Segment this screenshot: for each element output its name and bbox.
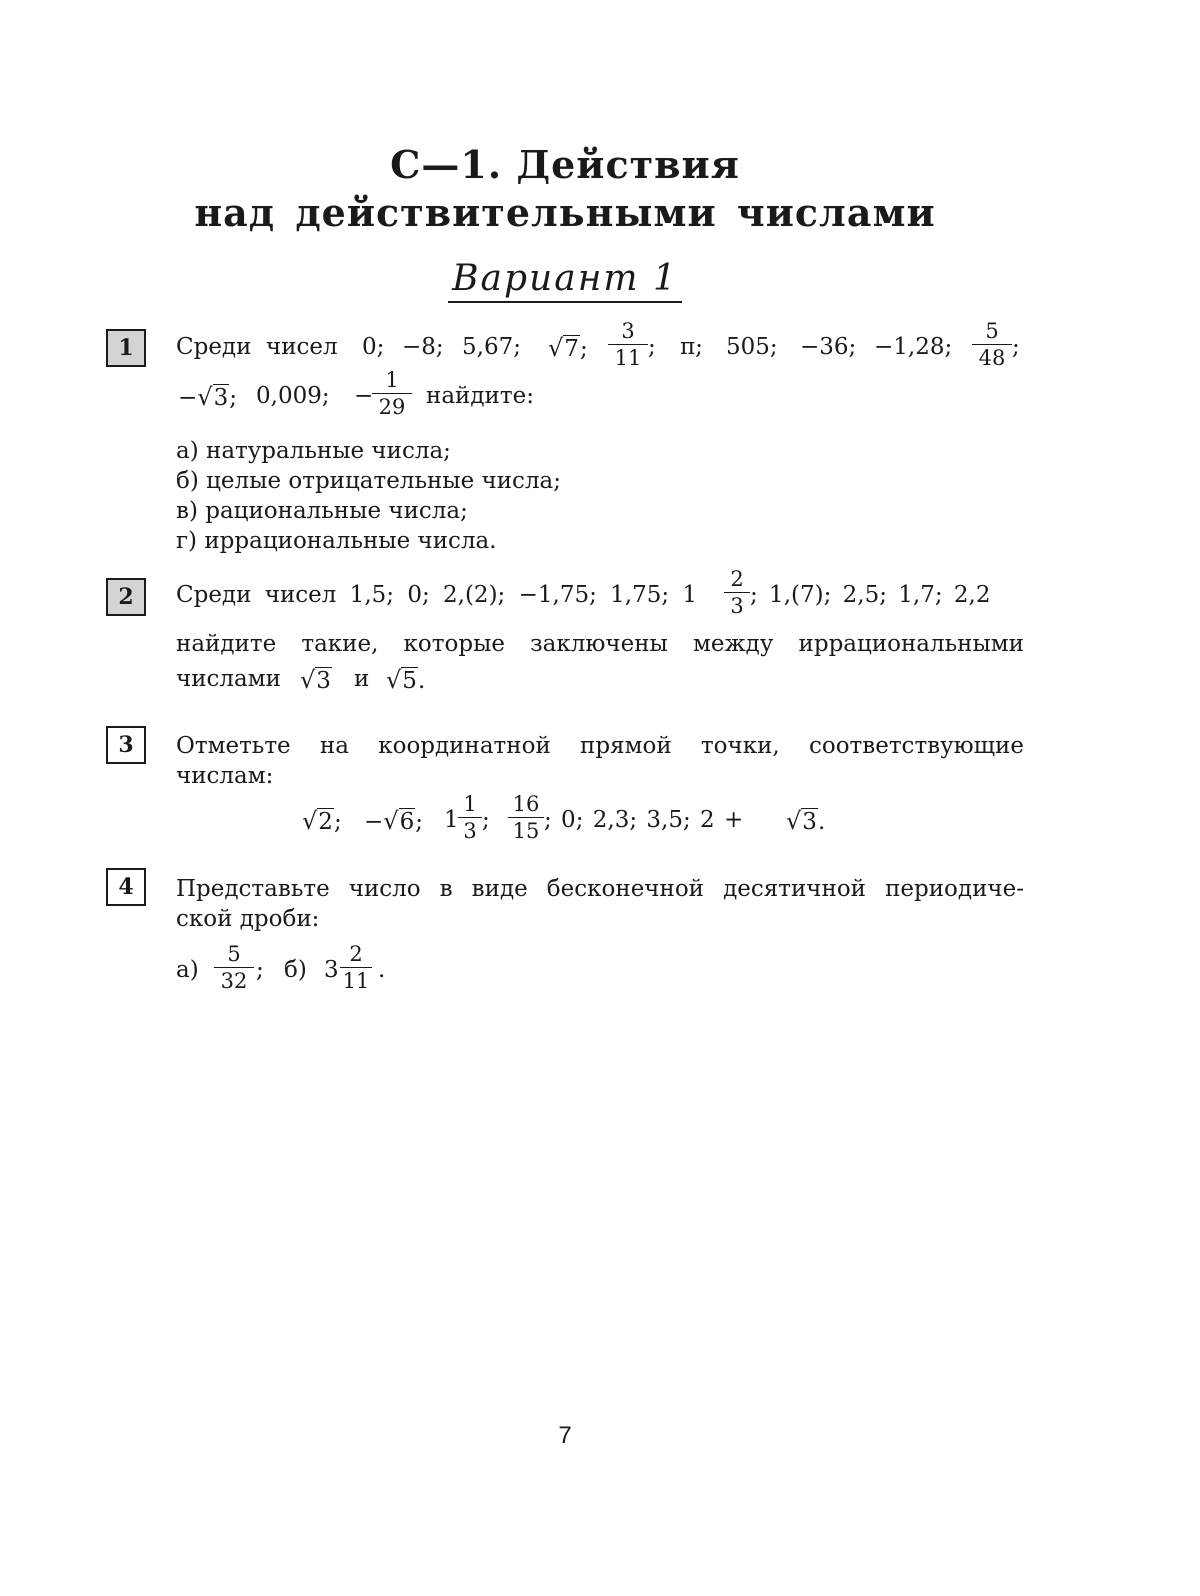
task-3-number: 3 xyxy=(106,726,146,764)
t3-frac-1-3-den: 3 xyxy=(463,819,477,843)
t1-frac-3-11-end: ; xyxy=(648,334,656,360)
t3-sqrt2-end: ; xyxy=(333,809,342,835)
task-2-number: 2 xyxy=(106,578,146,616)
t1-num-minus128: −1,28; xyxy=(874,334,953,360)
t4-line-2: ской дроби: xyxy=(176,906,320,932)
t2-frac-2-3 xyxy=(724,566,750,619)
t1-pi: π; xyxy=(680,334,703,360)
radical-icon: √ xyxy=(300,666,316,694)
t3-minus-sqrt6 xyxy=(364,807,423,835)
variant-label: Вариант 1 xyxy=(448,258,682,303)
radical-icon: √ xyxy=(383,807,399,835)
radical-icon: √ xyxy=(302,807,318,835)
t1-frac-1-29 xyxy=(372,367,412,420)
t3-sqrt3-end: . xyxy=(817,809,826,835)
task-1-number: 1 xyxy=(106,329,146,367)
t4-frac-2-11 xyxy=(340,941,372,994)
t4-frac-5-32-num: 5 xyxy=(214,941,254,968)
t1-num-0009: 0,009; xyxy=(256,383,330,409)
t2-word-chislami: числами xyxy=(176,666,281,692)
t3-frac-16-15-den: 15 xyxy=(512,819,540,843)
title-line-1: С—1. Действия xyxy=(390,142,740,187)
t3-sqrt3 xyxy=(786,807,825,835)
t2-word-and: и xyxy=(354,666,370,692)
radical-icon: √ xyxy=(197,383,213,411)
t2-sqrt3-val: 3 xyxy=(316,668,331,694)
page-number: 7 xyxy=(558,1422,572,1449)
t1-frac-5-48 xyxy=(972,318,1012,371)
t2-sqrt5-end: . xyxy=(417,668,426,694)
t1-item-v: в) рациональные числа; xyxy=(176,498,468,524)
t3-frac-1-3 xyxy=(458,791,482,844)
t1-word-naydite: найдите: xyxy=(426,383,534,409)
t1-sqrt7-val: 7 xyxy=(564,336,579,362)
t1-word-chisel: чисел xyxy=(266,334,338,360)
t4-line-1: Представьте число в виде бесконечной десятичной периодиче- xyxy=(176,876,1024,902)
t2-frac-2-3-den: 3 xyxy=(730,594,744,618)
t4-label-b: б) xyxy=(284,957,307,983)
t3-mixed-whole: 1 xyxy=(444,807,459,833)
t4-frac-5-32-den: 32 xyxy=(220,969,248,993)
t3-frac-16-15 xyxy=(508,791,544,844)
t3-sqrt2 xyxy=(302,807,342,835)
t4-mixed-whole: 3 xyxy=(324,957,339,983)
title-line-2: над действительными числами xyxy=(194,190,936,235)
t3-minus-sqrt6-end: ; xyxy=(415,809,423,835)
t1-num-0: 0; xyxy=(362,334,385,360)
t3-minus-sqrt6-sign: − xyxy=(364,809,384,835)
t1-minus-sqrt3 xyxy=(178,383,237,411)
t4-frac-2-11-den: 11 xyxy=(342,969,370,993)
t1-minus-sqrt3-end: ; xyxy=(229,385,237,411)
t1-item-a: а) натуральные числа; xyxy=(176,438,451,464)
t1-minus-sqrt3-sign: − xyxy=(178,385,198,411)
t1-sqrt3-val: 3 xyxy=(213,385,229,411)
t1-frac-3-11 xyxy=(608,318,648,371)
t1-frac-1-29-sign: − xyxy=(354,383,374,409)
t4-frac-5-32 xyxy=(214,941,254,994)
t1-frac-1-29-num: 1 xyxy=(372,367,412,394)
t3-sqrt3-val: 3 xyxy=(802,809,817,835)
t4-frac-2-11-num: 2 xyxy=(340,941,372,968)
t1-item-b: б) целые отрицательные числа; xyxy=(176,468,562,494)
t3-numbers-rest: ; 0; 2,3; 3,5; 2 + xyxy=(544,807,744,833)
t3-frac-16-15-num: 16 xyxy=(508,791,544,818)
t4-frac-2-11-end: . xyxy=(378,957,386,983)
t1-frac-3-11-den: 11 xyxy=(614,346,642,370)
t1-frac-5-48-den: 48 xyxy=(978,346,1006,370)
t1-sqrt7 xyxy=(548,334,588,362)
t1-num-minus36: −36; xyxy=(800,334,857,360)
variant-heading xyxy=(0,258,1130,299)
t2-numbers-part2: ; 1,(7); 2,5; 1,7; 2,2 xyxy=(750,582,991,608)
t3-sqrt2-val: 2 xyxy=(318,809,333,835)
t4-frac-5-32-end: ; xyxy=(256,957,264,983)
t1-frac-5-48-end: ; xyxy=(1012,334,1020,360)
t1-frac-3-11-num: 3 xyxy=(608,318,648,345)
t3-frac-1-3-num: 1 xyxy=(458,791,482,818)
t3-sqrt6-val: 6 xyxy=(399,809,415,835)
t3-line-2: числам: xyxy=(176,763,274,789)
task-4-number: 4 xyxy=(106,868,146,906)
t2-line-2: найдите такие, которые заключены между иррациональными xyxy=(176,631,1024,657)
t1-num-minus8: −8; xyxy=(402,334,444,360)
radical-icon: √ xyxy=(386,666,402,694)
radical-icon: √ xyxy=(548,334,564,362)
t3-frac-1-3-end: ; xyxy=(482,807,490,833)
t1-frac-1-29-den: 29 xyxy=(378,395,406,419)
t1-num-567: 5,67; xyxy=(462,334,521,360)
t1-num-505: 505; xyxy=(726,334,778,360)
t4-label-a: а) xyxy=(176,957,199,983)
t1-sqrt7-end: ; xyxy=(579,336,588,362)
t2-numbers-part1: Среди чисел 1,5; 0; 2,(2); −1,75; 1,75; 1 xyxy=(176,582,698,608)
t2-sqrt5-val: 5 xyxy=(402,668,417,694)
t1-word-sredi: Среди xyxy=(176,334,252,360)
t1-item-g: г) иррациональные числа. xyxy=(176,528,497,554)
t2-frac-2-3-num: 2 xyxy=(724,566,750,593)
t3-line-1: Отметьте на координатной прямой точки, соответствующие xyxy=(176,733,1024,759)
radical-icon: √ xyxy=(786,807,802,835)
t2-sqrt5 xyxy=(386,666,425,694)
t2-sqrt3 xyxy=(300,666,332,694)
t1-frac-5-48-num: 5 xyxy=(972,318,1012,345)
